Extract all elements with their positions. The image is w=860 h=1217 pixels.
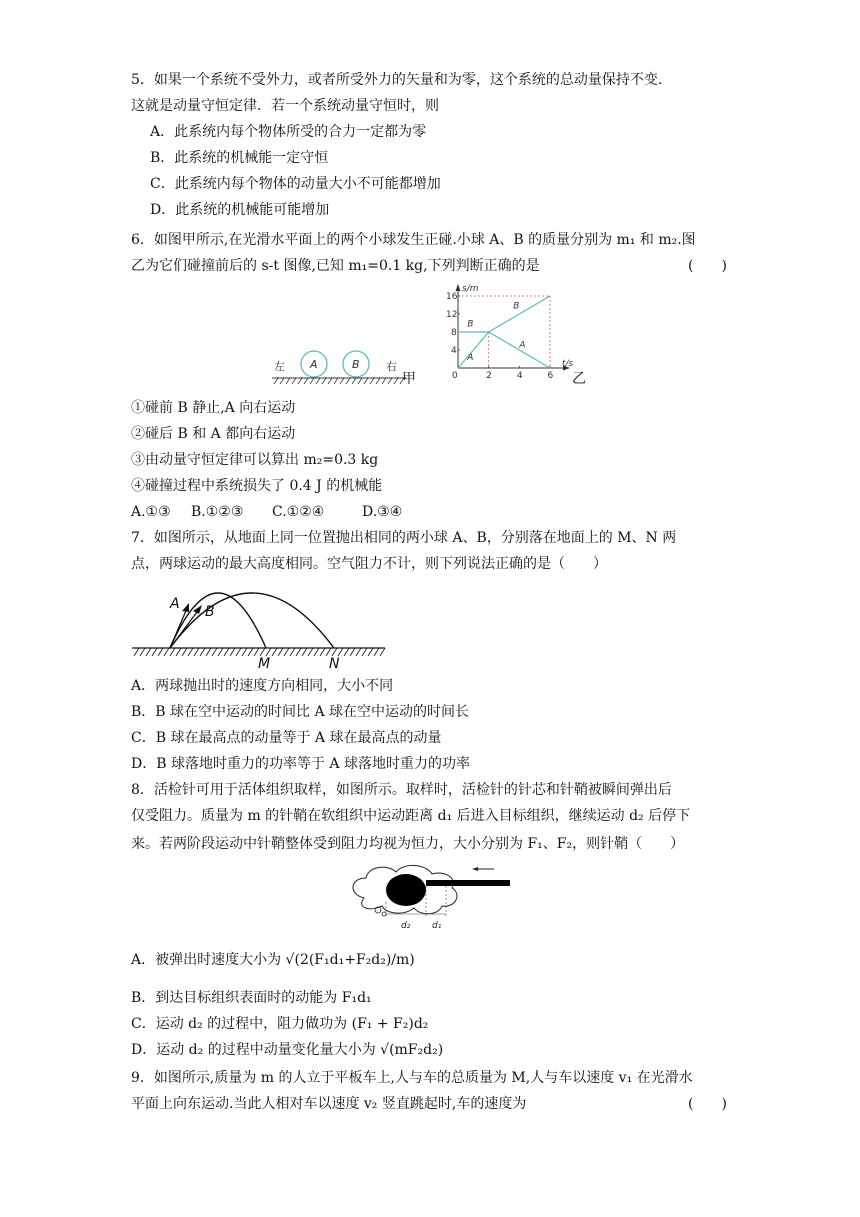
q6-statement-4: ④碰撞过程中系统损失了 0.4 J 的机械能 [131,478,383,494]
q7-stem-line1: 7．如图所示，从地面上同一位置抛出相同的两小球 A、B，分别落在地面上的 M、N 两 [131,530,677,546]
fig-right-label: 右 [386,360,397,373]
y-axis-arrow [456,284,461,291]
q8-option-c: C．运动 d₂ 的过程中，阻力做功为 (F₁ + F₂)d₂ [131,1016,429,1032]
x-tick-label-4: 4 [516,371,523,381]
q9-stem-line2: 平面上向东运动.当此人相对车以速度 v₂ 竖直跳起时,车的速度为 [131,1096,527,1112]
ball-b-label: B [352,358,360,371]
q7-stem-line2: 点，两球运动的最大高度相同。空气阻力不计，则下列说法正确的是（ ） [131,556,607,572]
q5-option-a: A．此系统内每个物体所受的合力一定都为零 [150,124,427,140]
q7-option-c: C．B 球在最高点的动量等于 A 球在最高点的动量 [131,730,442,746]
y-tick-label-12: 12 [446,310,458,320]
q5-stem-line1: 5．如果一个系统不受外力，或者所受外力的矢量和为零，这个系统的总动量保持不变. [131,72,663,88]
q8-option-d: D．运动 d₂ 的过程中动量变化量大小为 √(mF₂d₂) [131,1042,444,1058]
q8-option-a: A．被弹出时速度大小为 √(2(F₁d₁+F₂d₂)/m) [131,952,415,968]
q8-stem-line1: 8．活检针可用于活体组织取样，如图所示。取样时，活检针的针芯和针鞘被瞬间弹出后 [131,782,672,798]
label-b: B [205,604,215,620]
q9-stem-line1: 9．如图所示,质量为 m 的人立于平板车上,人与车的总质量为 M,人与车以速度 v₁ 在光滑水 [131,1070,693,1086]
y-tick-label-16: 16 [446,292,458,302]
q7-option-d: D．B 球落地时重力的功率等于 A 球落地时重力的功率 [131,756,470,772]
q8-stem-line3: 来。若两阶段运动中针鞘整体受到阻力均视为恒力，大小分别为 F₁、F₂，则针鞘（ ） [131,836,685,852]
q6-figure-caption-yi: 乙 [572,371,586,387]
q6-statement-2: ②碰后 B 和 A 都向右运动 [131,426,296,442]
label-d2: d₂ [401,921,411,931]
q6-statement-1: ①碰前 B 静止,A 向右运动 [131,400,296,416]
y-axis-label: s/m [462,284,479,294]
q6-stem-line2: 乙为它们碰撞前后的 s-t 图像,已知 m₁=0.1 kg,下列判断正确的是 [131,258,540,274]
x-tick-label-2: 2 [486,371,492,381]
q6-choice-c: C.①②④ [272,504,325,520]
q6-choice-b: B.①②③ [191,504,244,520]
series-label-a-after: A [519,340,526,351]
x-axis-label: t/s [562,359,574,369]
q6-choice-d: D.③④ [362,504,403,520]
q6-statement-3: ③由动量守恒定律可以算出 m₂=0.3 kg [131,452,379,468]
q7-option-b: B．B 球在空中运动的时间比 A 球在空中运动的时间长 [131,704,470,720]
series-label-b-before: B [467,319,474,330]
q6-answer-paren: ( ) [688,258,727,274]
q8-option-b: B．到达目标组织表面时的动能为 F₁d₁ [131,990,372,1006]
q6-figure-caption-jia: 甲 [402,371,416,387]
label-m: M [258,656,271,672]
target-tissue [386,874,426,906]
q7-projectile-figure [130,578,390,672]
origin-label: 0 [452,371,458,381]
y-tick-label-4: 4 [451,346,457,356]
q7-option-a: A．两球抛出时的速度方向相同，大小不同 [131,678,394,694]
q6-st-chart [440,282,590,386]
y-tick-label-8: 8 [451,328,457,338]
q8-stem-line2: 仅受阻力。质量为 m 的针鞘在软组织中运动距离 d₁ 后进入目标组织，继续运动 d₂ 后停下 [131,808,691,824]
ball-a-label: A [310,358,318,371]
label-a: A [170,596,180,612]
needle-sheath [426,880,510,886]
q8-biopsy-needle-figure [346,858,521,934]
q5-stem-line2: 这就是动量守恒定律．若一个系统动量守恒时，则 [131,98,439,114]
q6-stem-line1: 6．如图甲所示,在光滑水平面上的两个小球发生正碰.小球 A、B 的质量分别为 m₁ 和 m₂.图 [131,232,696,248]
trajectory-b [170,593,266,648]
label-n: N [329,656,340,672]
ground-hatch-q7 [134,648,385,656]
q5-option-d: D．此系统的机械能可能增加 [150,202,330,218]
q5-option-b: B．此系统的机械能一定守恒 [150,150,329,166]
q6-figure-collision [270,340,420,390]
fig-left-label: 左 [274,360,285,373]
q9-answer-paren: ( ) [688,1096,727,1112]
q5-option-c: C．此系统内每个物体的动量大小不可能都增加 [150,176,441,192]
series-label-a-before: A [467,352,474,363]
series-label-b-after: B [513,301,520,312]
ground-hatch [274,378,404,384]
q6-choice-a: A.①③ [131,504,171,520]
x-tick-label-6: 6 [547,371,554,381]
label-d1: d₁ [432,921,442,931]
